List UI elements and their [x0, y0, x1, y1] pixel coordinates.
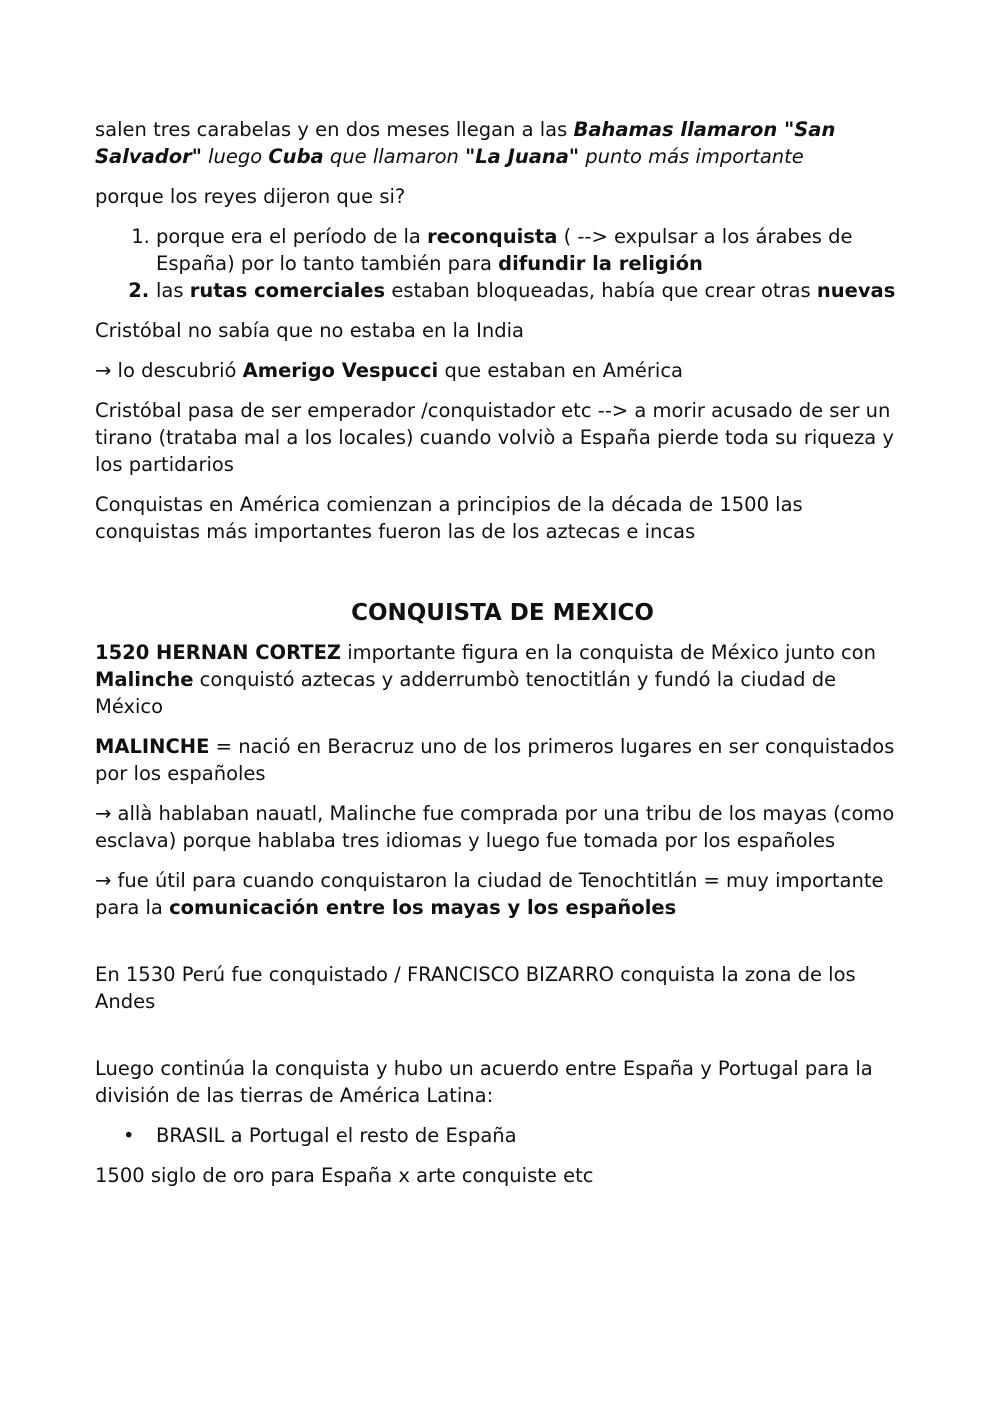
bullet-list-division: [95, 1122, 910, 1149]
document-page: [95, 116, 910, 1202]
emphasis-comunicacion: comunicación entre los mayas y los españoles: [169, 896, 677, 919]
paragraph-nauatl: → allà hablaban nauatl, Malinche fue comprada por una tribu de los mayas (como esclava) porque hablaba tres idiomas y luego fue tomada por los españoles: [95, 802, 895, 852]
emphasis-rutas: rutas comerciales: [189, 279, 386, 302]
text-run: salen tres carabelas y en dos meses llegan a las: [95, 118, 574, 141]
emphasis-nuevas: nuevas: [816, 279, 896, 302]
section-heading: CONQUISTA DE MEXICO: [351, 600, 654, 626]
paragraph-india: Cristóbal no sabía que no estaba en la India: [95, 319, 524, 342]
list-item: 1. porque era el período de la reconquista ( --> expulsar a los árabes de España) por lo tanto también para difundir la religión: [156, 223, 910, 277]
bullet-icon: •: [123, 1124, 135, 1147]
paragraph-carabelas: [95, 116, 910, 170]
emphasis-reconquista: reconquista: [427, 225, 558, 248]
emphasis-malinche: Malinche: [95, 668, 194, 691]
paragraph-peru: En 1530 Perú fue conquistado / FRANCISCO BIZARRO conquista la zona de los Andes: [95, 963, 856, 1013]
spacer: [95, 558, 910, 598]
numbered-list-reasons: [95, 223, 910, 304]
emphasis-cortez: 1520 HERNAN CORTEZ: [95, 641, 342, 664]
text-run: punto más importante: [579, 145, 804, 168]
paragraph-tenochtitlan: → fue útil para cuando conquistaron la ciudad de Tenochtitlán = muy importante para la comunicación entre los mayas y los españoles: [95, 869, 884, 919]
list-item: • BRASIL a Portugal el resto de España: [123, 1124, 517, 1147]
paragraph-siglo-de-oro: 1500 siglo de oro para España x arte conquiste etc: [95, 1164, 594, 1187]
emphasis-vespucci: Amerigo Vespucci: [242, 359, 439, 382]
arrow-icon: →: [95, 869, 112, 892]
arrow-icon: →: [95, 359, 112, 382]
list-item: 2. las rutas comerciales estaban bloqueadas, había que crear otras nuevas: [156, 277, 910, 304]
text-run: luego: [201, 145, 269, 168]
spacer: [95, 934, 910, 961]
paragraph-cortez: 1520 HERNAN CORTEZ importante figura en la conquista de México junto con Malinche conquistó aztecas y adderrumbò tenoctitlán y fundó la ciudad de México: [95, 641, 876, 718]
emphasis-religion: difundir la religión: [498, 252, 703, 275]
arrow-icon: →: [95, 802, 112, 825]
paragraph-question: porque los reyes dijeron que si?: [95, 185, 406, 208]
emphasis-malinche-title: MALINCHE: [95, 735, 210, 758]
text-run: que llamaron: [323, 145, 466, 168]
paragraph-vespucci: → lo descubrió Amerigo Vespucci que estaban en América: [95, 359, 684, 382]
spacer: [95, 1028, 910, 1055]
emphasis-cuba: Cuba: [268, 145, 324, 168]
paragraph-malinche: MALINCHE = nació en Beracruz uno de los primeros lugares en ser conquistados por los españoles: [95, 735, 895, 785]
paragraph-acuerdo: Luego continúa la conquista y hubo un acuerdo entre España y Portugal para la división de las tierras de América Latina:: [95, 1057, 873, 1107]
paragraph-conquistas: Conquistas en América comienzan a principios de la década de 1500 las conquistas más importantes fueron las de los aztecas e incas: [95, 493, 803, 543]
emphasis-la-juana: "La Juana": [465, 145, 580, 168]
emphasis-bahamas: Bahamas llamaron "San Salvador": [95, 118, 836, 168]
paragraph-cristobal: Cristóbal pasa de ser emperador /conquistador etc --> a morir acusado de ser un tirano (trataba mal a los locales) cuando volviò a España pierde toda su riqueza y los partidarios: [95, 399, 894, 476]
